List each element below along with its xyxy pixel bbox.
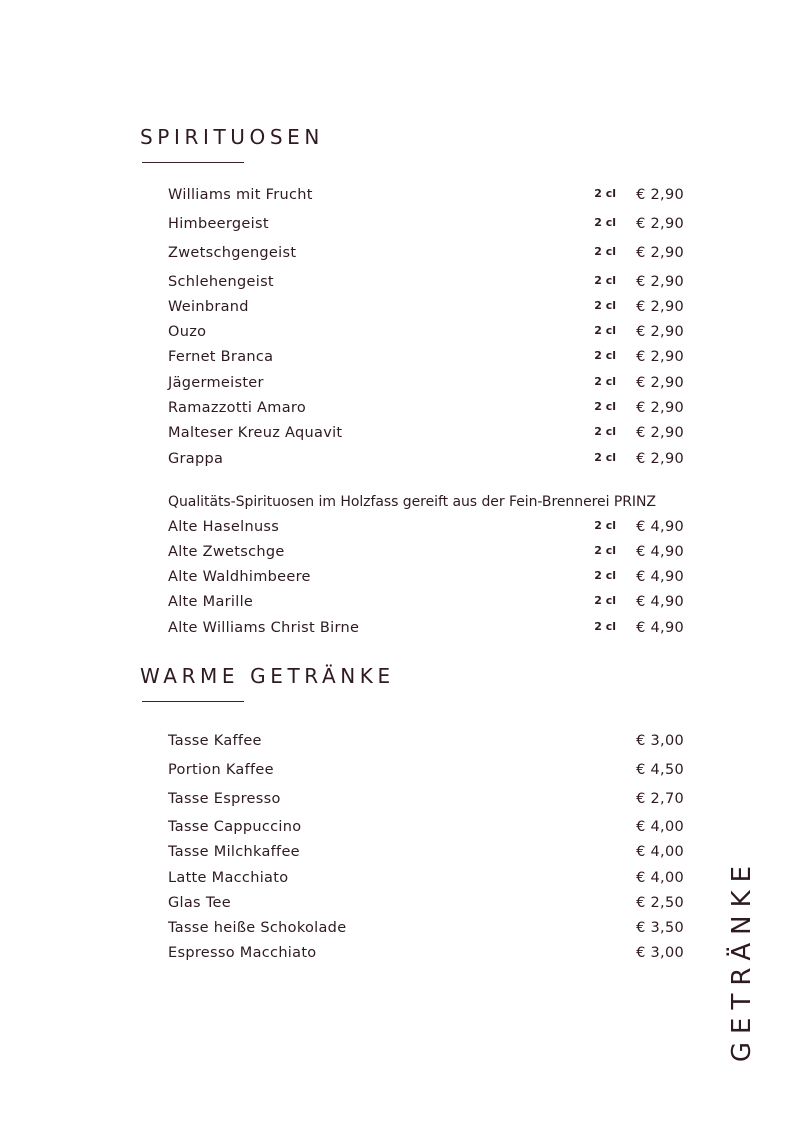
item-price: € 2,90 — [636, 274, 684, 290]
item-name: Ramazzotti Amaro — [168, 400, 306, 416]
item-name: Tasse Milchkaffee — [168, 844, 300, 860]
item-name: Alte Williams Christ Birne — [168, 620, 360, 636]
menu-item — [168, 760, 684, 780]
item-price: € 2,90 — [636, 375, 684, 391]
item-name: Espresso Macchiato — [168, 945, 317, 961]
item-name: Tasse Espresso — [168, 791, 281, 807]
item-name: Himbeergeist — [168, 216, 269, 232]
item-name: Schlehengeist — [168, 274, 274, 290]
premium-subheading: Qualitäts-Spirituosen im Holzfass gereift aus der Fein-Brennerei PRINZ — [168, 494, 656, 510]
item-size: 2 cl — [594, 245, 616, 258]
item-price: € 3,00 — [636, 733, 684, 749]
side-category-text: GETRÄNKE — [727, 857, 757, 1063]
item-name: Malteser Kreuz Aquavit — [168, 425, 343, 441]
item-price: € 4,00 — [636, 819, 684, 835]
item-size: 2 cl — [594, 187, 616, 200]
menu-item — [168, 789, 684, 809]
item-price: € 2,90 — [636, 245, 684, 261]
item-size: 2 cl — [594, 569, 616, 582]
item-price: € 4,90 — [636, 544, 684, 560]
item-size: 2 cl — [594, 375, 616, 388]
item-name: Tasse heiße Schokolade — [168, 920, 347, 936]
item-price: € 2,90 — [636, 216, 684, 232]
item-size: 2 cl — [594, 519, 616, 532]
item-name: Alte Haselnuss — [168, 519, 280, 535]
menu-item — [168, 868, 684, 888]
item-size: 2 cl — [594, 451, 616, 464]
item-name: Williams mit Frucht — [168, 187, 313, 203]
spirituosen-title: SPIRITUOSEN — [140, 125, 324, 149]
item-price: € 4,00 — [636, 870, 684, 886]
item-price: € 3,50 — [636, 920, 684, 936]
item-size: 2 cl — [594, 400, 616, 413]
item-size: 2 cl — [594, 216, 616, 229]
item-name: Jägermeister — [168, 375, 264, 391]
item-name: Alte Marille — [168, 594, 254, 610]
menu-item — [168, 842, 684, 862]
item-price: € 2,90 — [636, 299, 684, 315]
item-price: € 2,90 — [636, 451, 684, 467]
item-name: Grappa — [168, 451, 224, 467]
item-size: 2 cl — [594, 274, 616, 287]
item-size: 2 cl — [594, 324, 616, 337]
menu-item — [168, 943, 684, 963]
item-name: Alte Zwetschge — [168, 544, 285, 560]
item-name: Portion Kaffee — [168, 762, 274, 778]
item-price: € 2,90 — [636, 425, 684, 441]
item-size: 2 cl — [594, 544, 616, 557]
item-name: Zwetschgengeist — [168, 245, 297, 261]
item-price: € 2,70 — [636, 791, 684, 807]
item-price: € 4,50 — [636, 762, 684, 778]
item-size: 2 cl — [594, 349, 616, 362]
item-price: € 4,90 — [636, 519, 684, 535]
item-price: € 2,90 — [636, 349, 684, 365]
item-name: Fernet Branca — [168, 349, 274, 365]
item-price: € 2,90 — [636, 187, 684, 203]
item-price: € 4,90 — [636, 569, 684, 585]
item-price: € 4,90 — [636, 594, 684, 610]
item-name: Latte Macchiato — [168, 870, 289, 886]
item-price: € 3,00 — [636, 945, 684, 961]
item-price: € 4,00 — [636, 844, 684, 860]
item-size: 2 cl — [594, 620, 616, 633]
item-price: € 2,50 — [636, 895, 684, 911]
item-size: 2 cl — [594, 299, 616, 312]
menu-item — [168, 731, 684, 751]
item-price: € 2,90 — [636, 324, 684, 340]
item-name: Tasse Cappuccino — [168, 819, 302, 835]
item-size: 2 cl — [594, 594, 616, 607]
menu-item — [168, 893, 684, 913]
menu-item — [168, 918, 684, 938]
item-name: Glas Tee — [168, 895, 231, 911]
item-name: Tasse Kaffee — [168, 733, 262, 749]
item-name: Alte Waldhimbeere — [168, 569, 311, 585]
warme-getraenke-title: WARME GETRÄNKE — [140, 664, 395, 688]
menu-item — [168, 817, 684, 837]
item-name: Weinbrand — [168, 299, 249, 315]
item-size: 2 cl — [594, 425, 616, 438]
item-name: Ouzo — [168, 324, 207, 340]
item-price: € 2,90 — [636, 400, 684, 416]
item-price: € 4,90 — [636, 620, 684, 636]
